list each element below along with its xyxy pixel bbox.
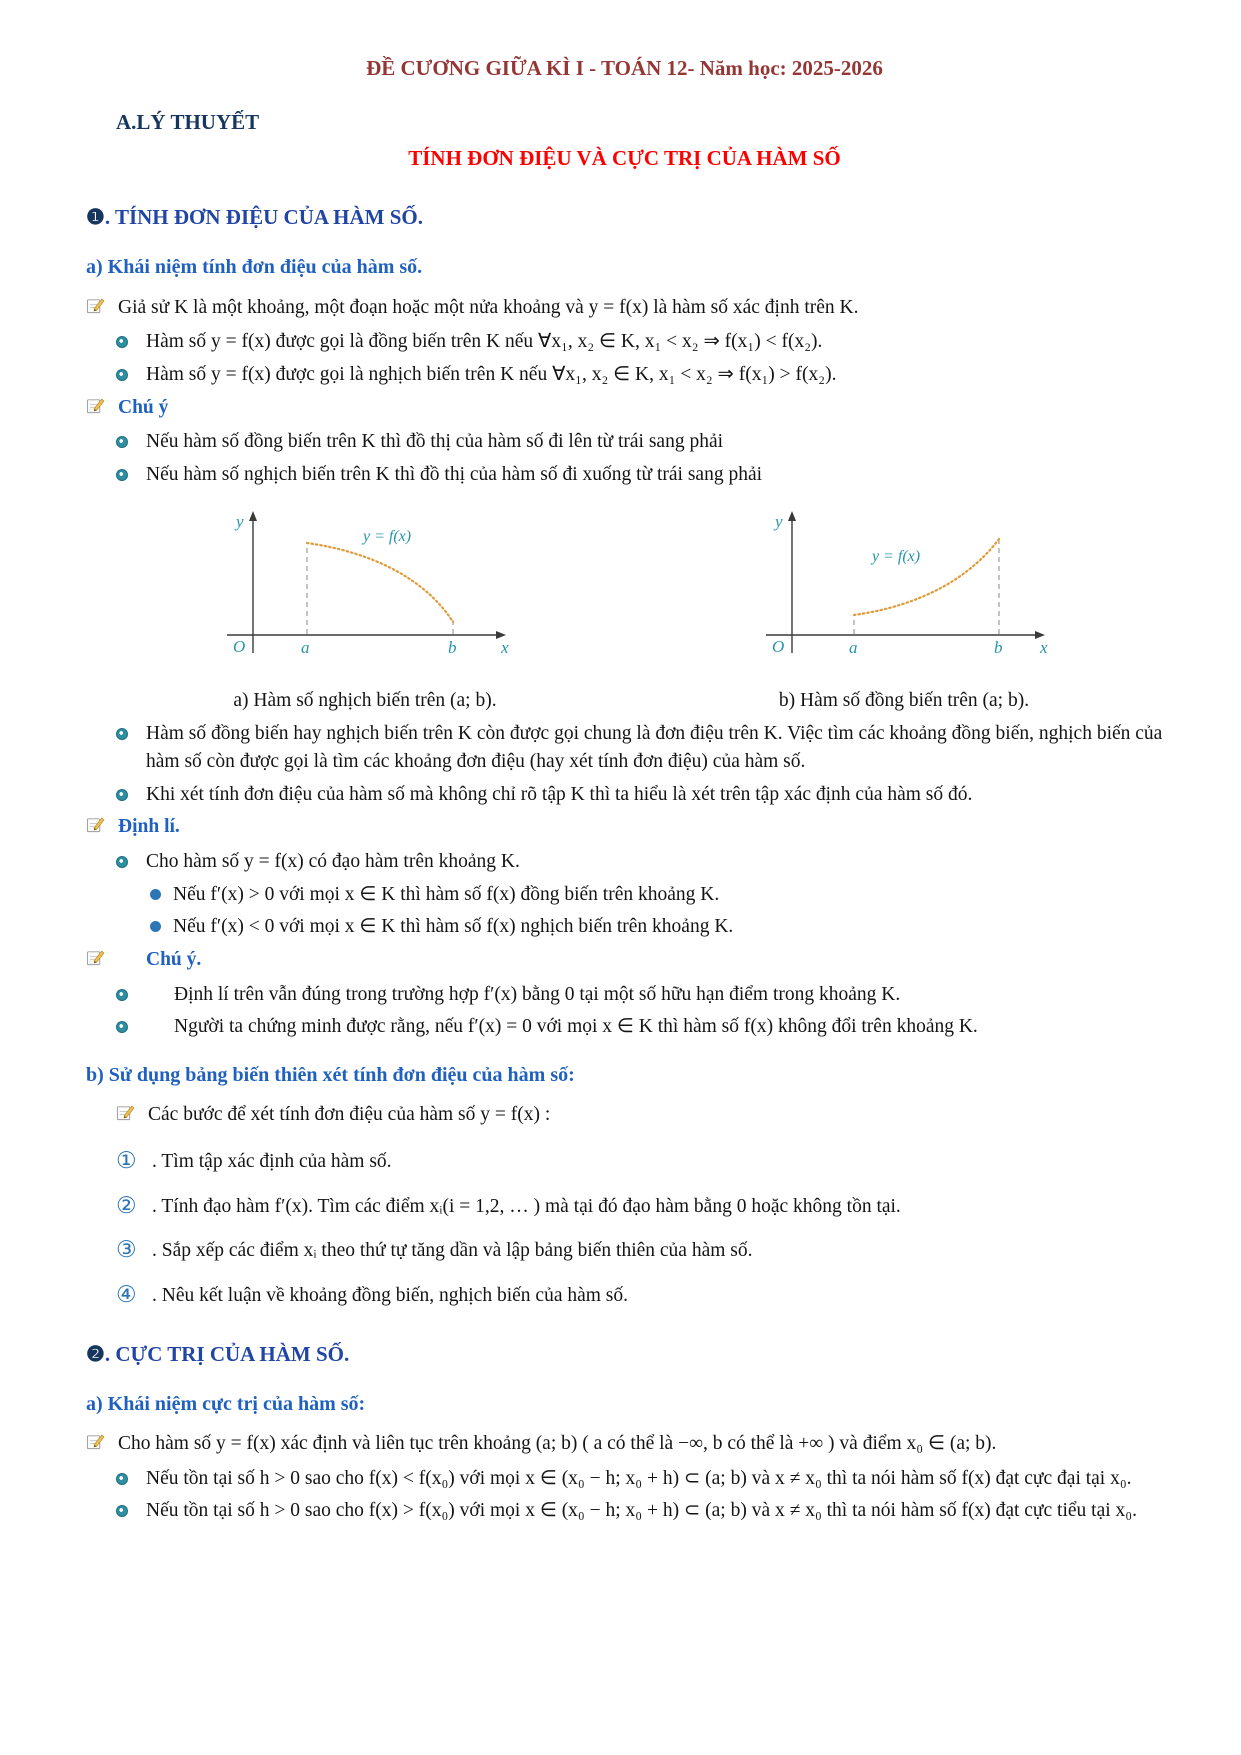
circled-1-icon: ① bbox=[116, 1148, 137, 1174]
x-axis-label: x bbox=[500, 637, 509, 657]
paragraph-definition-intro bbox=[86, 294, 1163, 324]
b-label: b bbox=[994, 637, 1003, 657]
increasing-graph bbox=[754, 503, 1054, 663]
list-item bbox=[116, 461, 1163, 489]
minimum-definition-text: Nếu tồn tại số h > 0 sao cho f(x) > f(x₀) với mọi x ∈ (x₀ − h; x₀ + h) ⊂ (a; b) và x ≠ x₀ thì ta nói hàm số f(x) đạt cực tiểu tại x₀. bbox=[146, 1500, 1137, 1522]
figures-row bbox=[126, 503, 1143, 715]
origin-label: O bbox=[232, 636, 246, 656]
list-item bbox=[116, 720, 1163, 775]
decreasing-definition-text: Hàm số y = f(x) được gọi là nghịch biến trên K nếu ∀x₁, x₂ ∈ K, x₁ < x₂ ⇒ f(x₁) > f(x₂). bbox=[146, 364, 837, 386]
bullet-icon bbox=[116, 469, 128, 481]
pencil-icon bbox=[86, 946, 118, 976]
decreasing-graph bbox=[215, 503, 515, 663]
monotonic-summary-text: Hàm số đồng biến hay nghịch biến trên K còn được gọi chung là đơn điệu trên K. Việc tìm các khoảng đồng biến, nghịch biến của hàm số còn được gọi là tìm các khoảng đơn điệu (hay xét tính đơn điệu) của hàm số. bbox=[146, 723, 1163, 772]
pencil-icon bbox=[86, 813, 118, 843]
step-text: . Sắp xếp các điểm xᵢ theo thứ tự tăng dần và lập bảng biến thiên của hàm số. bbox=[152, 1240, 753, 1262]
list-item bbox=[116, 848, 1163, 876]
origin-label: O bbox=[772, 636, 785, 656]
a-label: a bbox=[849, 637, 858, 657]
domain-convention-text: Khi xét tính đơn điệu của hàm số mà không chỉ rõ tập K thì ta hiểu là xét trên tập xác định của hàm số đó. bbox=[146, 783, 973, 805]
list-item bbox=[116, 428, 1163, 456]
steps-intro-text: Các bước để xét tính đơn điệu của hàm số y = f(x) : bbox=[148, 1104, 551, 1126]
function-label: y = f(x) bbox=[872, 547, 921, 565]
pencil-icon bbox=[86, 1430, 118, 1460]
step-item bbox=[116, 1282, 1163, 1310]
maximum-definition-text: Nếu tồn tại số h > 0 sao cho f(x) < f(x₀) với mọi x ∈ (x₀ − h; x₀ + h) ⊂ (a; b) và x ≠ x₀ thì ta nói hàm số f(x) đạt cực đại tại x₀. bbox=[146, 1467, 1132, 1489]
list-item bbox=[116, 981, 1163, 1009]
increasing-definition-text: Hàm số y = f(x) được gọi là đồng biến trên K nếu ∀x₁, x₂ ∈ K, x₁ < x₂ ⇒ f(x₁) < f(x₂). bbox=[146, 331, 823, 353]
note-1-heading-row bbox=[86, 394, 1163, 424]
pencil-icon bbox=[86, 394, 118, 424]
note-2-item-text: Người ta chứng minh được rằng, nếu f′(x) = 0 với mọi x ∈ K thì hàm số f(x) không đổi trên khoảng K. bbox=[174, 1016, 978, 1038]
bullet-icon bbox=[116, 1505, 128, 1517]
figure-decreasing-function bbox=[126, 503, 604, 715]
theory-section-label: A.LÝ THUYẾT bbox=[116, 109, 260, 134]
step-item bbox=[116, 1148, 1163, 1176]
list-item bbox=[116, 1497, 1163, 1525]
section-1-heading bbox=[86, 203, 1163, 233]
dot-bullet-icon bbox=[150, 889, 161, 900]
note-2-item-text: Định lí trên vẫn đúng trong trường hợp f′(x) bằng 0 tại một số hữu hạn điểm trong khoảng K. bbox=[174, 983, 901, 1005]
extrema-intro-text: Cho hàm số y = f(x) xác định và liên tục trên khoảng (a; b) ( a có thể là −∞, b có thể là +∞ ) và điểm x₀ ∈ (a; b). bbox=[118, 1433, 997, 1455]
list-item bbox=[116, 328, 1163, 356]
extrema-intro-row bbox=[86, 1430, 1163, 1460]
list-item bbox=[116, 1465, 1163, 1493]
list-item bbox=[116, 361, 1163, 389]
step-text: . Tính đạo hàm f′(x). Tìm các điểm xᵢ(i = 1,2, … ) mà tại đó đạo hàm bằng 0 hoặc không tồn tại. bbox=[152, 1195, 901, 1217]
subsection-2a-heading: a) Khái niệm cực trị của hàm số: bbox=[86, 1392, 366, 1415]
step-text: . Nêu kết luận về khoảng đồng biến, nghịch biến của hàm số. bbox=[152, 1285, 629, 1307]
circled-3-icon: ③ bbox=[116, 1237, 137, 1263]
list-item bbox=[150, 913, 1163, 941]
list-item bbox=[150, 881, 1163, 909]
note-1-label: Chú ý bbox=[118, 396, 169, 418]
figure-increasing-function bbox=[665, 503, 1143, 715]
chapter-title: TÍNH ĐƠN ĐIỆU VÀ CỰC TRỊ CỦA HÀM SỐ bbox=[408, 145, 841, 170]
y-axis-label: y bbox=[235, 511, 244, 531]
bullet-icon bbox=[116, 336, 128, 348]
x-axis-label: x bbox=[1040, 637, 1048, 657]
theorem-item-text: Nếu f′(x) < 0 với mọi x ∈ K thì hàm số f(x) nghịch biến trên khoảng K. bbox=[173, 916, 734, 938]
theorem-intro-text: Cho hàm số y = f(x) có đạo hàm trên khoảng K. bbox=[146, 850, 520, 872]
bullet-icon bbox=[116, 369, 128, 381]
pencil-icon bbox=[116, 1101, 148, 1131]
definition-intro-text: Giả sử K là một khoảng, một đoạn hoặc một nửa khoảng và y = f(x) là hàm số xác định trên K. bbox=[118, 296, 859, 318]
circled-2-icon: ② bbox=[116, 1192, 137, 1218]
function-label: y = f(x) bbox=[362, 527, 412, 545]
figure-b-caption: b) Hàm số đồng biến trên (a; b). bbox=[778, 690, 1030, 712]
subsection-1a-heading: a) Khái niệm tính đơn điệu của hàm số. bbox=[86, 256, 423, 279]
y-axis-label: y bbox=[775, 511, 783, 531]
note-2-heading-row bbox=[86, 946, 1163, 976]
pencil-icon bbox=[86, 294, 118, 324]
dot-bullet-icon bbox=[150, 921, 161, 932]
step-item bbox=[116, 1193, 1163, 1221]
bullet-icon bbox=[116, 856, 128, 868]
step-text: . Tìm tập xác định của hàm số. bbox=[152, 1151, 392, 1173]
list-item bbox=[116, 1013, 1163, 1041]
bullet-icon bbox=[116, 789, 128, 801]
note-1-item-text: Nếu hàm số nghịch biến trên K thì đồ thị của hàm số đi xuống từ trái sang phải bbox=[146, 464, 763, 486]
section-2-number: ❷ bbox=[86, 1341, 105, 1366]
bullet-icon bbox=[116, 436, 128, 448]
bullet-icon bbox=[116, 989, 128, 1001]
figure-a-caption: a) Hàm số nghịch biến trên (a; b). bbox=[233, 690, 497, 712]
section-1-number: ❶ bbox=[86, 205, 105, 230]
theorem-item-text: Nếu f′(x) > 0 với mọi x ∈ K thì hàm số f(x) đồng biến trên khoảng K. bbox=[173, 883, 720, 905]
section-1-title: . TÍNH ĐƠN ĐIỆU CỦA HÀM SỐ. bbox=[104, 205, 423, 230]
section-2-heading bbox=[86, 1340, 1163, 1370]
document-title: ĐỀ CƯƠNG GIỮA KÌ I - TOÁN 12- Năm học: 2025-2026 bbox=[366, 56, 883, 80]
steps-intro-row bbox=[116, 1101, 1163, 1131]
theorem-heading-row bbox=[86, 813, 1163, 843]
theorem-label: Định lí. bbox=[118, 816, 180, 838]
subsection-1b-heading: b) Sử dụng bảng biến thiên xét tính đơn điệu của hàm số: bbox=[86, 1064, 575, 1087]
a-label: a bbox=[300, 637, 310, 657]
bullet-icon bbox=[116, 1021, 128, 1033]
note-2-label: Chú ý. bbox=[146, 948, 202, 970]
note-1-item-text: Nếu hàm số đồng biến trên K thì đồ thị của hàm số đi lên từ trái sang phải bbox=[146, 431, 724, 453]
list-item bbox=[116, 781, 1163, 809]
bullet-icon bbox=[116, 1473, 128, 1485]
section-2-title: . CỰC TRỊ CỦA HÀM SỐ. bbox=[104, 1341, 350, 1366]
b-label: b bbox=[447, 637, 457, 657]
step-item bbox=[116, 1237, 1163, 1265]
circled-4-icon: ④ bbox=[116, 1282, 137, 1308]
bullet-icon bbox=[116, 728, 128, 740]
